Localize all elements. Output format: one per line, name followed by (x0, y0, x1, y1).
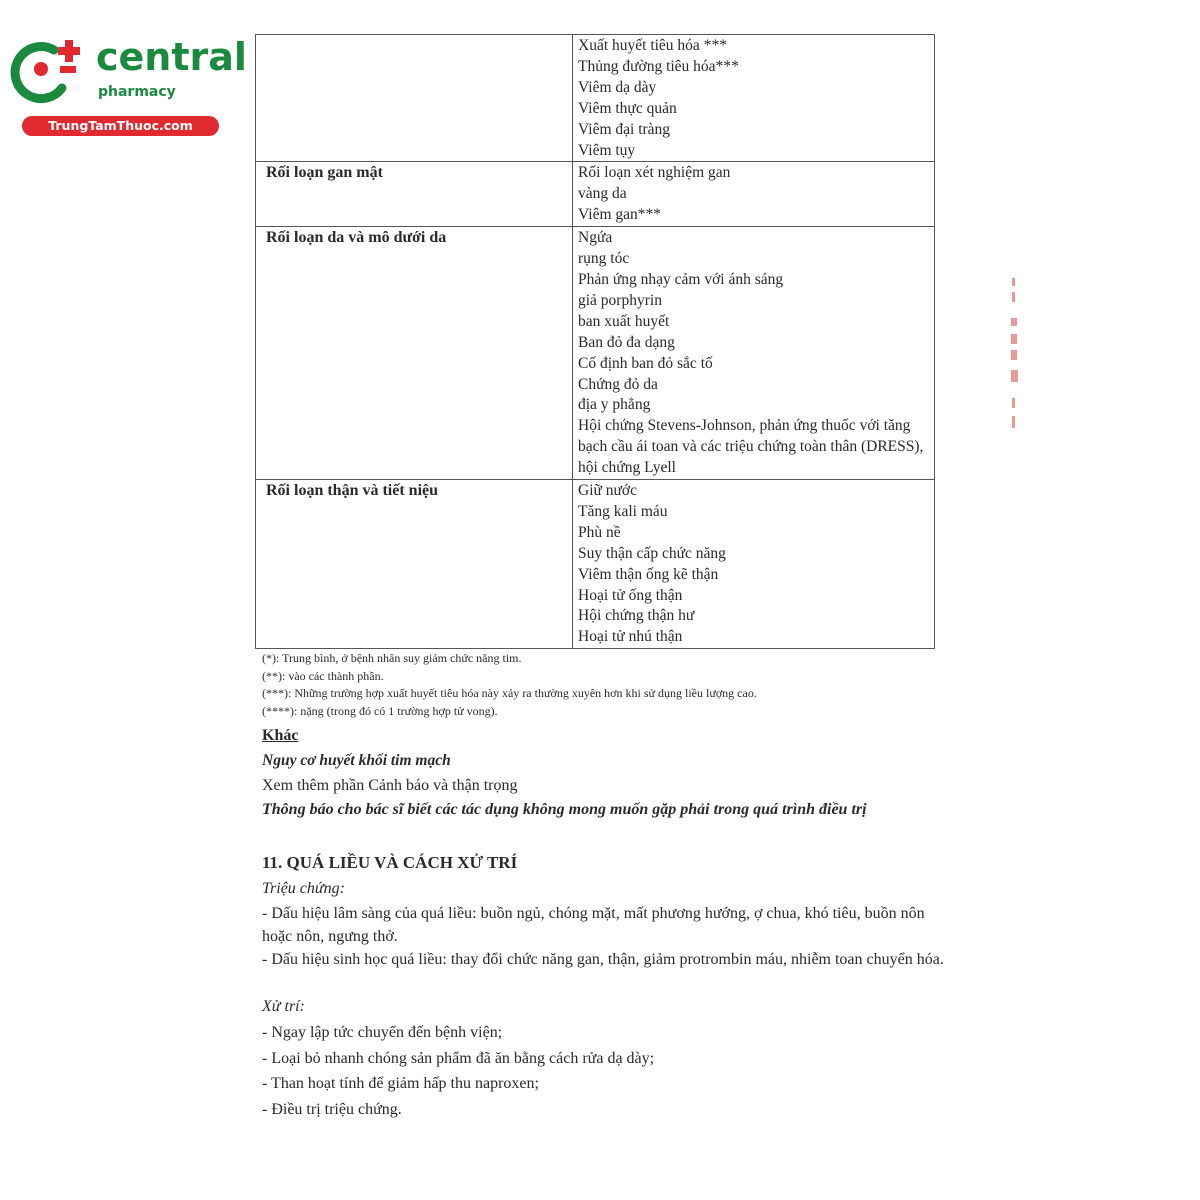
effect-item: Tăng kali máu (578, 502, 668, 520)
table-row (256, 480, 935, 649)
logo-name: central (96, 35, 247, 79)
other-notice: Thông báo cho bác sĩ biết các tác dụng không mong muốn gặp phải trong quá trình điều trị (262, 801, 867, 818)
effect-item: Thủng đường tiêu hóa*** (578, 57, 739, 75)
effect-item: giả porphyrin (578, 291, 662, 309)
table-category (256, 35, 573, 162)
effect-item: ban xuất huyết (578, 312, 670, 330)
adverse-effects-table (255, 34, 935, 649)
other-heading: Khác (262, 727, 299, 744)
table-row (256, 35, 935, 162)
effect-item: Viêm thận ống kẽ thận (578, 565, 719, 583)
central-pharmacy-logo (10, 35, 247, 136)
footnote: (***): Những trường hợp xuất huyết tiêu hóa này xảy ra thường xuyên hơn khi sử dụng liều lượng cao. (262, 686, 757, 700)
table-effects (573, 162, 935, 227)
effect-item: Cố định ban đỏ sắc tố (578, 354, 713, 372)
treatment-label: Xử trí: (262, 998, 305, 1015)
effect-item: địa y phẳng (578, 396, 651, 414)
effect-item: Viêm thực quản (578, 99, 677, 117)
effect-item: Hội chứng thận hư (578, 607, 695, 625)
footnote: (**): vào các thành phần. (262, 668, 384, 683)
other-subheading: Nguy cơ huyết khối tim mạch (262, 752, 451, 769)
effect-item: Viêm đại tràng (578, 120, 671, 138)
table-effects (573, 480, 935, 649)
symptom-paragraph: - Dấu hiệu lâm sàng của quá liều: buồn ngủ, chóng mặt, mất phương hướng, ợ chua, khó tiêu, buồn nôn hoặc nôn, ngưng thở. (262, 905, 925, 945)
effect-item: Ngứa (578, 229, 613, 247)
effect-item: Hội chứng Stevens-Johnson, phản ứng thuốc với tăng bạch cầu ái toan và các triệu chứng toàn thân (DRESS), hội chứng Lyell (578, 417, 924, 477)
table-effects (573, 227, 935, 480)
effect-item: Viêm gan*** (578, 206, 662, 224)
footnote: (*): Trung bình, ở bệnh nhân suy giảm chức năng tim. (262, 651, 522, 665)
margin-stamp-mark (1006, 278, 1022, 448)
effect-item: Giữ nước (578, 482, 638, 500)
symptoms-label: Triệu chứng: (262, 880, 345, 897)
section-title: 11. QUÁ LIỀU VÀ CÁCH XỬ TRÍ (262, 853, 518, 872)
treatment-list (262, 1020, 654, 1122)
treatment-step: - Loại bỏ nhanh chóng sản phẩm đã ăn bằng cách rửa dạ dày; (262, 1049, 655, 1067)
table-category: Rối loạn gan mật (256, 162, 573, 227)
effect-item: Rối loạn xét nghiệm gan (578, 164, 731, 182)
footnote: (****): nặng (trong đó có 1 trường hợp tử vong). (262, 703, 498, 718)
effect-item: Viêm dạ dày (578, 78, 657, 96)
effect-item: Hoại tử nhú thận (578, 628, 683, 646)
central-logo-icon (10, 36, 90, 106)
effect-item: Phù nề (578, 523, 621, 541)
effect-item: vàng da (578, 185, 627, 203)
treatment-step: - Than hoạt tính để giảm hấp thu naproxen; (262, 1075, 539, 1092)
symptom-paragraph: - Dấu hiệu sinh học quá liều: thay đổi chức năng gan, thận, giảm protrombin máu, nhiễm toan chuyển hóa. (262, 951, 944, 968)
table-category: Rối loạn thận và tiết niệu (256, 480, 573, 649)
effect-item: rụng tóc (578, 250, 630, 268)
logo-tagline: pharmacy (98, 84, 176, 100)
table-footnotes (262, 650, 962, 720)
effect-item: Hoại tử ống thận (578, 586, 683, 604)
effect-item: Xuất huyết tiêu hóa *** (578, 37, 727, 54)
table-row (256, 162, 935, 227)
table-row (256, 227, 935, 480)
effect-item: Viêm tụy (578, 141, 636, 159)
effect-item: Phản ứng nhạy cảm với ánh sáng (578, 270, 784, 288)
effect-item: Suy thận cấp chức năng (578, 544, 726, 562)
effect-item: Ban đỏ đa dạng (578, 333, 675, 351)
treatment-step: - Điều trị triệu chứng. (262, 1100, 402, 1118)
effect-item: Chứng đỏ da (578, 375, 658, 393)
treatment-step: - Ngay lập tức chuyển đến bệnh viện; (262, 1024, 503, 1041)
table-effects (573, 35, 935, 162)
table-category: Rối loạn da và mô dưới da (256, 227, 573, 480)
other-text: Xem thêm phần Cảnh báo và thận trọng (262, 777, 518, 794)
logo-url-badge: TrungTamThuoc.com (22, 116, 219, 136)
